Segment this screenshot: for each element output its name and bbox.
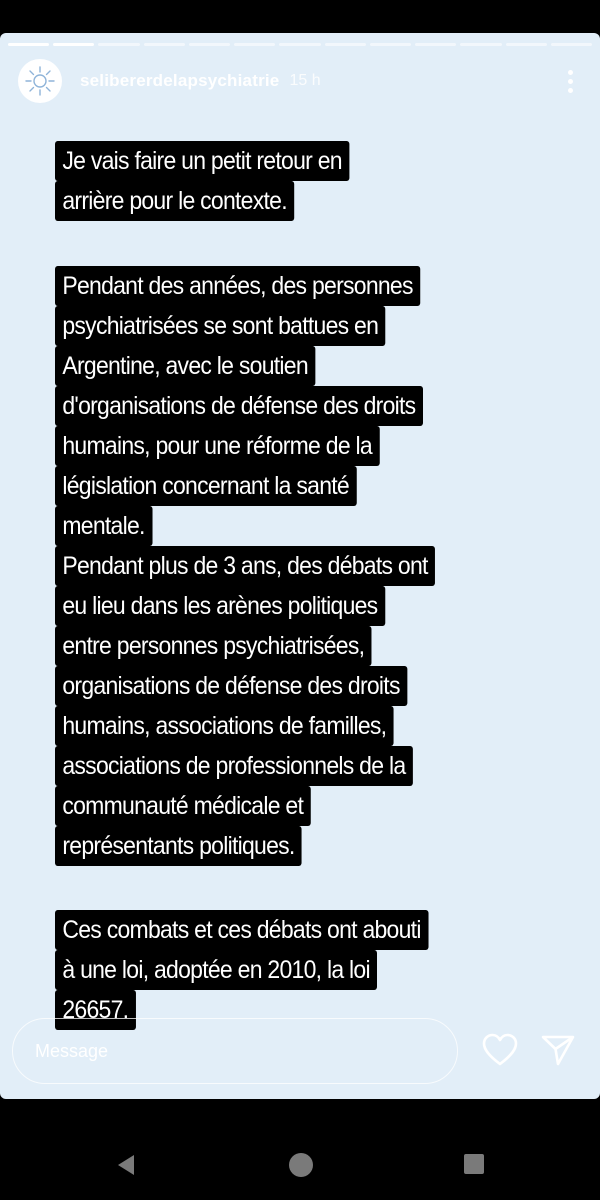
story-text-line: eu lieu dans les arènes politiques (55, 586, 385, 626)
story-text-line: d'organisations de défense des droits (55, 386, 423, 426)
story-text-line: à une loi, adoptée en 2010, la loi (55, 950, 377, 990)
back-triangle-icon[interactable] (114, 1152, 140, 1178)
send-icon[interactable] (541, 1034, 575, 1066)
story-progress-segment (325, 43, 366, 46)
story-progress-segment (98, 43, 139, 46)
story-text-line: représentants politiques. (55, 826, 302, 866)
story-text-line: Ces combats et ces débats ont abouti (55, 910, 428, 950)
story-progress-segment (8, 43, 49, 46)
heart-icon[interactable] (482, 1033, 518, 1067)
story-progress-segment (279, 43, 320, 46)
story-progress-segment (415, 43, 456, 46)
story-progress-segment (506, 43, 547, 46)
story-text-line: communauté médicale et (55, 786, 311, 826)
more-vertical-icon[interactable] (558, 66, 582, 96)
story-progress-segment (53, 43, 94, 46)
story-text-line: humains, pour une réforme de la (55, 426, 379, 466)
story-text-line: législation concernant la santé (55, 466, 356, 506)
story-text-block (55, 266, 435, 866)
home-circle-icon[interactable] (288, 1152, 314, 1178)
sun-logo-icon (23, 64, 57, 98)
story-text-line: humains, associations de familles, (55, 706, 394, 746)
story-text-line: mentale. (55, 506, 152, 546)
story-progress-segment (234, 43, 275, 46)
story-text-line: Argentine, avec le soutien (55, 346, 315, 386)
story-header (18, 59, 582, 103)
story-text-line: entre personnes psychiatrisées, (55, 626, 372, 666)
story-viewer[interactable] (0, 33, 600, 1099)
story-progress-bar (8, 43, 592, 46)
story-progress-segment (551, 43, 592, 46)
message-placeholder: Message (35, 1040, 109, 1061)
story-text-line: psychiatrisées se sont battues en (55, 306, 386, 346)
story-text-line: organisations de défense des droits (55, 666, 407, 706)
avatar[interactable] (18, 59, 62, 103)
message-input[interactable] (12, 1018, 458, 1084)
story-text-line: Pendant plus de 3 ans, des débats ont (55, 546, 435, 586)
story-username[interactable]: selibererdelapsychiatrie (80, 71, 280, 90)
story-text-block (55, 910, 428, 1030)
story-timestamp: 15 h (289, 72, 321, 89)
story-progress-segment (144, 43, 185, 46)
story-text-line: Pendant des années, des personnes (55, 266, 420, 306)
story-text-line: associations de professionnels de la (55, 746, 413, 786)
story-progress-segment (189, 43, 230, 46)
story-text-block (55, 141, 349, 221)
story-text-line: 26657. (55, 990, 136, 1030)
recents-square-icon[interactable] (463, 1153, 485, 1175)
story-text-line: arrière pour le contexte. (55, 181, 294, 221)
story-text-line: Je vais faire un petit retour en (55, 141, 349, 181)
story-progress-segment (370, 43, 411, 46)
story-progress-segment (460, 43, 501, 46)
